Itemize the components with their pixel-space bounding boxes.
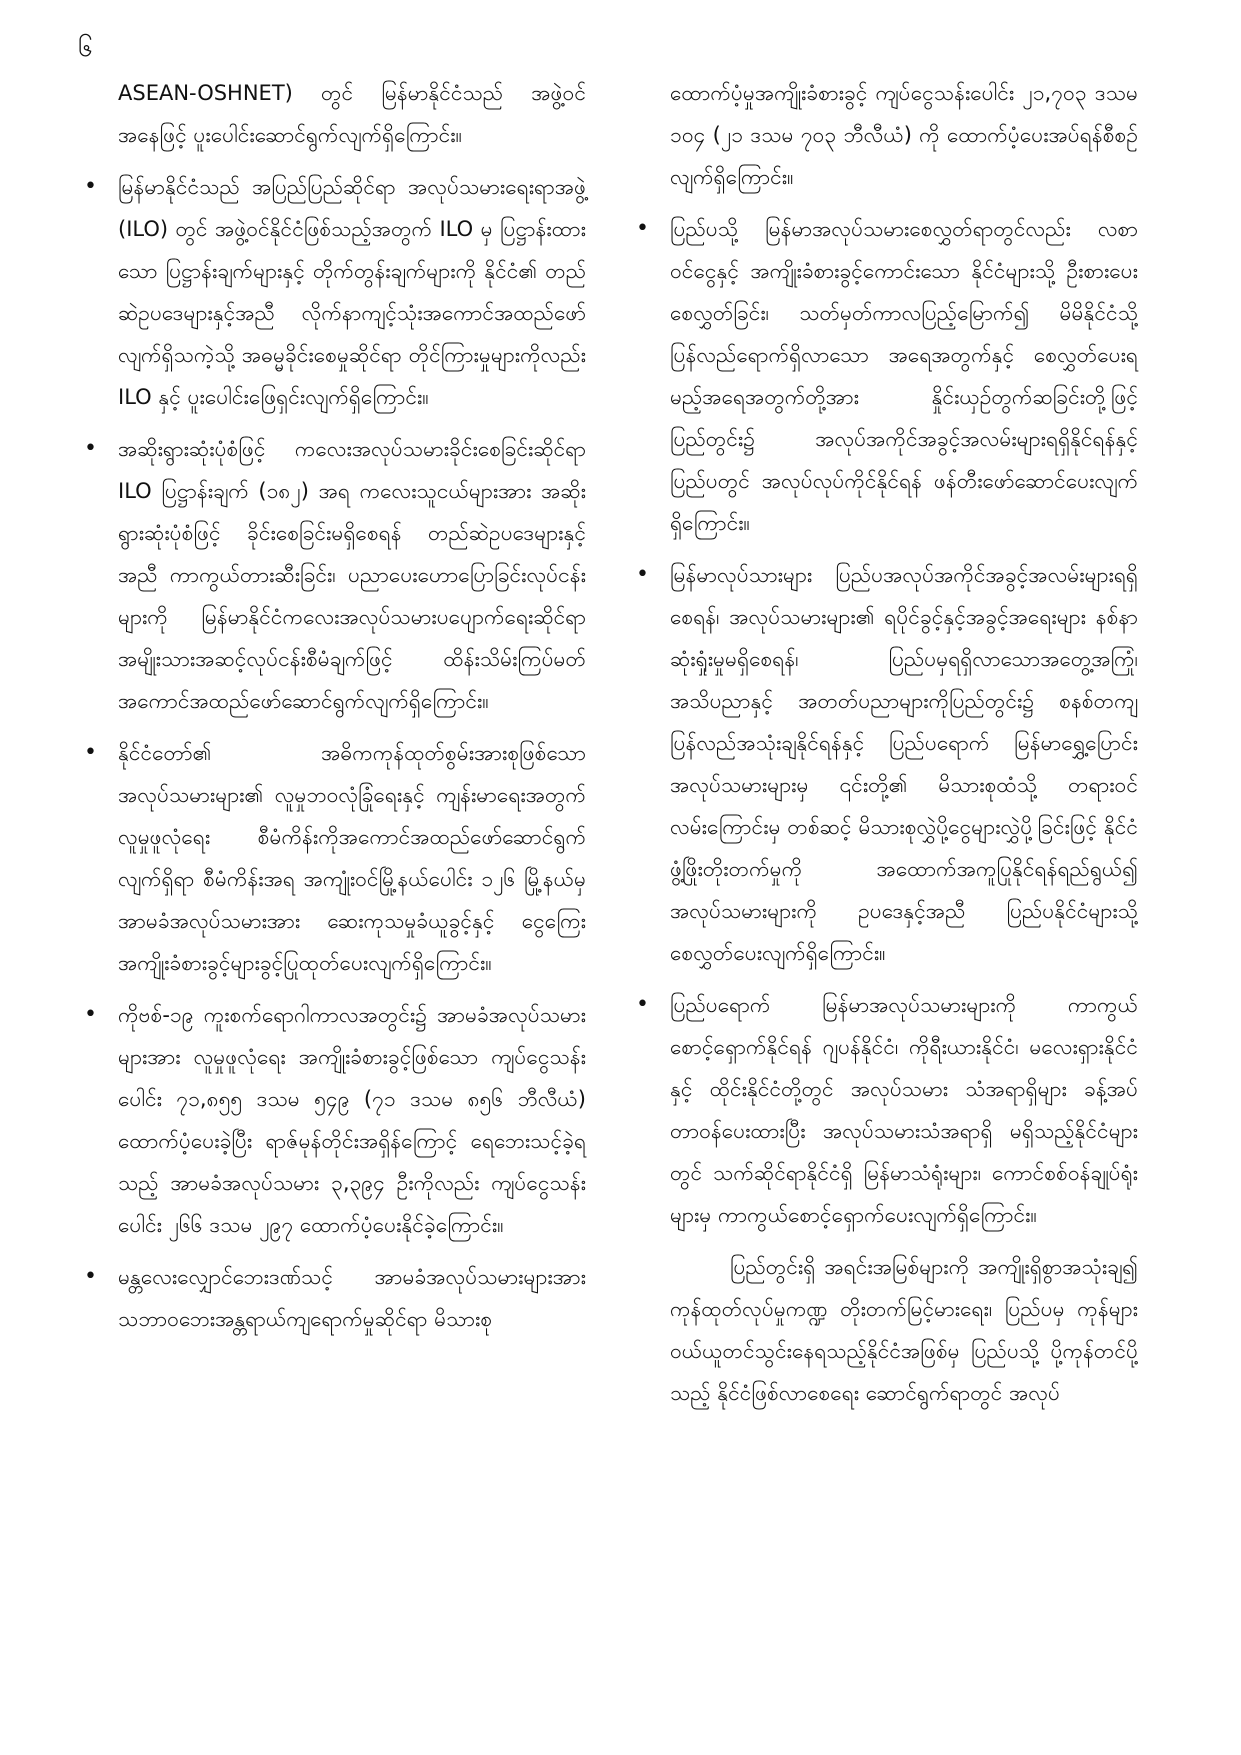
list-item-text: နိုင်ငံတော်၏ အဓိကကုန်ထုတ်စွမ်းအားစုဖြစ်သော အလုပ်သမားများ၏ လူမှုဘဝလုံခြုံရေးနှင့် ကျန်းမာရေးအတွက် လူမှုဖူလုံရေး စီမံကိန်းကိုအကောင်အထည်ဖော်ဆောင်ရွက်လျက်ရှိရာ စီမံကိန်းအရ အကျုံးဝင်မြို့နယ်ပေါင်း ၁၂၆ မြို့နယ်မှ အာမခံအလုပ်သမားအား ဆေးကုသမှုခံယူခွင့်နှင့် ငွေကြေးအကျိုးခံစားခွင့်များခွင့်ပြုထုတ်ပေးလျက်ရှိကြောင်း။ [118,741,586,975]
list-item-text: မြန်မာလုပ်သားများ ပြည်ပအလုပ်အကိုင်အခွင့်အလမ်းများရရှိစေရန်၊ အလုပ်သမားများ၏ ရပိုင်ခွင့်နှင့်အခွင့်အရေးများ နစ်နာဆုံးရှုံးမှုမရှိစေရန်၊ ပြည်ပမှရရှိလာသောအတွေ့အကြုံ၊ အသိပညာနှင့် အတတ်ပညာများကိုပြည်တွင်း၌ စနစ်တကျပြန်လည်အသုံးချနိုင်ရန်နှင့် ပြည်ပရောက် မြန်မာရွှေ့ပြောင်းအလုပ်သမားများမှ ၎င်းတို့၏ မိသားစုထံသို့ တရားဝင်လမ်းကြောင်းမှ တစ်ဆင့် မိသားစုလွှဲပို့ငွေများလွှဲပို့ခြင်းဖြင့် နိုင်ငံဖွံ့ဖြိုးတိုးတက်မှုကို အထောက်အကူပြုနိုင်ရန်ရည်ရွယ်၍ အလုပ်သမားများကို ဥပဒေနှင့်အညီ ပြည်ပနိုင်ငံများသို့ စေလွှတ်ပေးလျက်ရှိကြောင်း။ [670,563,1138,965]
bullet-icon: • [84,174,97,199]
right-column [636,72,1138,1424]
list-item-text: အဆိုးရွားဆုံးပုံစံဖြင့် ကလေးအလုပ်သမားခိုင်းစေခြင်းဆိုင်ရာ ILO ပြဋ္ဌာန်းချက် (၁၈၂) အရ ကလေးသူငယ်များအား အဆိုးရွားဆုံးပုံစံဖြင့် ခိုင်းစေခြင်းမရှိစေရန် တည်ဆဲဥပဒေများနှင့်အညီ ကာကွယ်တားဆီးခြင်း၊ ပညာပေးဟောပြောခြင်းလုပ်ငန်းများကို မြန်မာနိုင်ငံကလေးအလုပ်သမားပပျောက်ရေးဆိုင်ရာ အမျိုးသားအဆင့်လုပ်ငန်းစီမံချက်ဖြင့် ထိန်းသိမ်းကြပ်မတ်အကောင်အထည်ဖော်ဆောင်ရွက်လျက်ရှိကြောင်း။ [118,437,586,713]
list-item-text: ပြည်ပသို့ မြန်မာအလုပ်သမားစေလွှတ်ရာတွင်လည်း လစာဝင်ငွေနှင့် အကျိုးခံစားခွင့်ကောင်းသော နိုင်ငံများသို့ ဦးစားပေးစေလွှတ်ခြင်း၊ သတ်မှတ်ကာလပြည့်မြောက်၍ မိမိနိုင်ငံသို့ ပြန်လည်ရောက်ရှိလာသော အရေအတွက်နှင့် စေလွှတ်ပေးရမည့်အရေအတွက်တို့အား နှိုင်းယှဉ်တွက်ဆခြင်းတို့ဖြင့် ပြည်တွင်း၌ အလုပ်အကိုင်အခွင့်အလမ်းများရရှိနိုင်ရန်နှင့် ပြည်ပတွင် အလုပ်လုပ်ကိုင်နိုင်ရန် ဖန်တီးဖော်ဆောင်ပေးလျက်ရှိကြောင်း။ [670,217,1138,535]
list-item [636,208,1138,544]
bullet-icon: • [84,1002,97,1027]
list-item [84,1256,586,1340]
right-lead-paragraph: ထောက်ပံ့မှုအကျိုးခံစားခွင့် ကျပ်ငွေသန်းပေါင်း ၂၁,၇၀၃ ဒသမ ၁၀၄ (၂၁ ဒသမ ၇၀၃ ဘီလီယံ) ကို ထောက်ပံ့ပေးအပ်ရန်စီစဉ်လျက်ရှိကြောင်း။ [670,81,1138,189]
list-item [636,554,1138,974]
bullet-icon: • [636,216,649,241]
list-item-text: မန္တလေးလျှောင်ဘေးဒဏ်သင့် အာမခံအလုပ်သမားများအား သဘာဝဘေးအန္တရာယ်ကျရောက်မှုဆိုင်ရာ မိသားစု [118,1265,586,1331]
left-lead-paragraph: ASEAN-OSHNET) တွင် မြန်မာနိုင်ငံသည် အဖွဲ့ဝင်အနေဖြင့် ပူးပေါင်းဆောင်ရွက်လျက်ရှိကြောင်း။ [118,81,586,147]
list-item [84,732,586,984]
right-bullet-list [636,208,1138,1236]
bullet-icon: • [636,562,649,587]
bullet-icon: • [84,740,97,765]
bullet-icon: • [636,992,649,1017]
list-item [84,428,586,722]
list-item [84,994,586,1246]
list-item [84,166,586,418]
bullet-icon: • [84,436,97,461]
list-item-text: မြန်မာနိုင်ငံသည် အပြည်ပြည်ဆိုင်ရာ အလုပ်သမားရေးရာအဖွဲ့ (ILO) တွင် အဖွဲ့ဝင်နိုင်ငံဖြစ်သည့်အတွက် ILO မှ ပြဋ္ဌာန်းထားသော ပြဋ္ဌာန်းချက်များနှင့် တိုက်တွန်းချက်များကို နိုင်ငံ၏ တည်ဆဲဥပဒေများနှင့်အညီ လိုက်နာကျင့်သုံးအကောင်အထည်ဖော်လျက်ရှိသကဲ့သို့ အဓမ္မခိုင်းစေမှုဆိုင်ရာ တိုင်ကြားမှုများကိုလည်း ILO နှင့် ပူးပေါင်းဖြေရှင်းလျက်ရှိကြောင်း။ [118,175,586,409]
list-item [636,984,1138,1236]
list-item-text: ကိုဗစ်-၁၉ ကူးစက်ရောဂါကာလအတွင်း၌ အာမခံအလုပ်သမားများအား လူမှုဖူလုံရေး အကျိုးခံစားခွင့်ဖြစ်သော ကျပ်ငွေသန်းပေါင်း ၇၁,၈၅၅ ဒသမ ၅၄၉ (၇၁ ဒသမ ၈၅၆ ဘီလီယံ) ထောက်ပံ့ပေးခဲ့ပြီး ရာဇ်မုန်တိုင်းအရှိန်ကြောင့် ရေဘေးသင့်ခဲ့ရသည့် အာမခံအလုပ်သမား ၃,၃၉၄ ဦးကိုလည်း ကျပ်ငွေသန်းပေါင်း ၂၆၆ ဒသမ ၂၉၇ ထောက်ပံ့ပေးနိုင်ခဲ့ကြောင်း။ [118,1003,586,1237]
bullet-icon: • [84,1264,97,1289]
closing-paragraph: ပြည်တွင်းရှိ အရင်းအမြစ်များကို အကျိုးရှိစွာအသုံးချ၍ ကုန်ထုတ်လုပ်မှုကဏ္ဍ တိုးတက်မြင့်မားရေး၊ ပြည်ပမှ ကုန်များ ဝယ်ယူတင်သွင်းနေရသည့်နိုင်ငံအဖြစ်မှ ပြည်ပသို့ ပို့ကုန်တင်ပို့သည့် နိုင်ငံဖြစ်လာစေရေး ဆောင်ရွက်ရာတွင် အလုပ် [670,1255,1138,1405]
list-item-text: ပြည်ပရောက် မြန်မာအလုပ်သမားများကို ကာကွယ်စောင့်ရှောက်နိုင်ရန် ဂျပန်နိုင်ငံ၊ ကိုရီးယားနိုင်ငံ၊ မလေးရှားနိုင်ငံနှင့် ထိုင်းနိုင်ငံတို့တွင် အလုပ်သမား သံအရာရှိများ ခန့်အပ်တာဝန်ပေးထားပြီး အလုပ်သမားသံအရာရှိ မရှိသည့်နိုင်ငံများတွင် သက်ဆိုင်ရာနိုင်ငံရှိ မြန်မာသံရုံးများ၊ ကောင်စစ်ဝန်ချုပ်ရုံးများမှ ကာကွယ်စောင့်ရှောက်ပေးလျက်ရှိကြောင်း။ [670,993,1138,1227]
page-number: ၆ [78,33,93,63]
left-column [84,72,586,1350]
left-bullet-list [84,166,586,1340]
